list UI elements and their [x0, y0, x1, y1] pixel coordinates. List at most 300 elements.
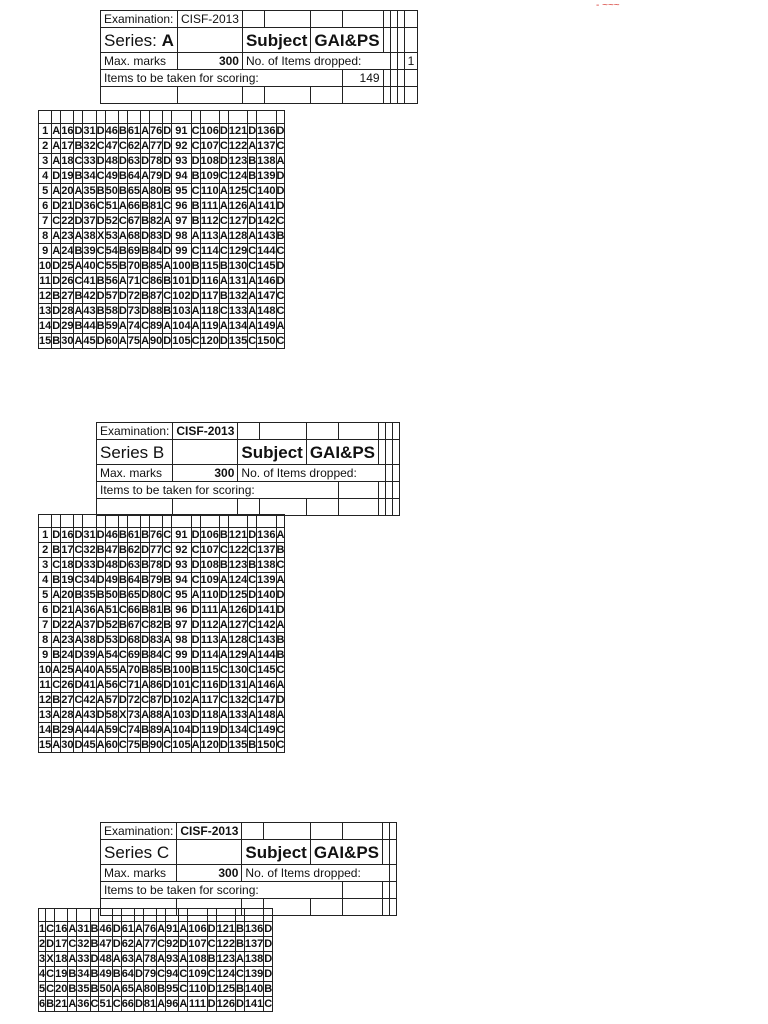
- subject-label: Subject: [242, 28, 310, 53]
- answer-key-cell: A: [141, 139, 150, 152]
- answer-key-cell: D: [191, 648, 200, 661]
- answer-key-cell: A: [276, 154, 285, 167]
- answer-key-cell: A: [163, 723, 172, 736]
- question-number-cell: 138: [244, 952, 264, 965]
- question-number-cell: 84: [150, 648, 163, 661]
- answer-key-cell: D: [191, 528, 200, 541]
- answer-key-cell: B: [118, 618, 127, 631]
- question-number-cell: 149: [257, 319, 276, 332]
- question-number-cell: 136: [257, 528, 276, 541]
- question-number-cell: 6: [39, 603, 52, 618]
- question-number-cell: 143: [257, 229, 276, 242]
- answer-key-cell: B: [276, 229, 285, 242]
- question-number-cell: 66: [127, 199, 141, 212]
- question-number-cell: 112: [200, 214, 219, 227]
- answer-key-cell: D: [118, 154, 127, 167]
- answer-key-cell: D: [118, 693, 127, 706]
- question-number-cell: 45: [83, 334, 96, 347]
- question-number-cell: 56: [105, 678, 118, 691]
- answer-key-cell: C: [219, 244, 228, 257]
- spacer-cell: [39, 515, 52, 528]
- question-number-cell: 144: [257, 648, 276, 661]
- question-number-cell: 142: [257, 618, 276, 631]
- answer-key-cell: B: [191, 214, 200, 227]
- answer-key-cell: B: [141, 289, 150, 302]
- spacer-cell: [74, 515, 83, 528]
- answer-key-cell: C: [46, 922, 55, 935]
- question-number-cell: 48: [105, 154, 118, 167]
- question-number-cell: 73: [127, 304, 141, 317]
- max-marks-value: 300: [177, 865, 242, 882]
- question-number-cell: 93: [172, 558, 191, 573]
- question-number-cell: 30: [61, 334, 74, 347]
- answer-key-cell: C: [276, 304, 285, 317]
- question-number-cell: 106: [188, 922, 207, 935]
- question-number-cell: 61: [127, 124, 141, 137]
- spacer-cell: [52, 515, 61, 528]
- answer-key-cell: C: [163, 528, 172, 541]
- question-number-cell: 16: [61, 528, 74, 541]
- question-number-cell: 19: [61, 169, 74, 182]
- question-number-cell: 13: [39, 708, 52, 721]
- question-number-cell: 41: [83, 678, 96, 691]
- answer-row: [39, 214, 285, 229]
- question-number-cell: 80: [150, 184, 163, 197]
- question-number-cell: 92: [166, 937, 179, 950]
- answer-key-cell: B: [52, 693, 61, 706]
- answer-key-cell: A: [74, 334, 83, 347]
- examination-value: CISF-2013: [177, 823, 242, 840]
- question-number-cell: 28: [61, 708, 74, 721]
- question-number-cell: 62: [127, 543, 141, 556]
- answer-key-cell: B: [118, 528, 127, 541]
- answer-key-cell: A: [52, 633, 61, 646]
- answer-key-cell: C: [276, 334, 285, 347]
- answer-key-cell: C: [163, 588, 172, 601]
- answer-key-cell: B: [52, 573, 61, 586]
- question-number-cell: 121: [228, 124, 248, 137]
- answer-key-cell: D: [163, 678, 172, 691]
- spacer-cell: [172, 111, 191, 124]
- answer-key-cell: B: [141, 558, 150, 571]
- spacer-cell: [276, 515, 285, 528]
- question-number-cell: 126: [216, 997, 235, 1010]
- answer-key-cell: C: [96, 169, 105, 182]
- answer-key-cell: A: [74, 603, 83, 616]
- question-number-cell: 15: [39, 738, 52, 751]
- answer-key-cell: A: [52, 738, 61, 751]
- question-number-cell: 138: [257, 558, 276, 571]
- question-number-cell: 135: [228, 334, 248, 347]
- answer-key-cell: B: [74, 139, 83, 152]
- question-number-cell: 53: [105, 229, 118, 242]
- question-number-cell: 65: [121, 982, 134, 995]
- answer-key-cell: A: [179, 952, 188, 965]
- answer-row: [39, 319, 285, 334]
- spacer-cell: [179, 909, 188, 922]
- answer-key-cell: D: [74, 678, 83, 691]
- question-number-cell: 79: [150, 169, 163, 182]
- question-number-cell: 95: [172, 184, 191, 199]
- answer-key-cell: D: [207, 922, 216, 935]
- answer-key-cell: D: [191, 633, 200, 646]
- question-number-cell: 99: [172, 244, 191, 259]
- question-number-cell: 96: [172, 603, 191, 618]
- question-number-cell: 16: [61, 124, 74, 137]
- answer-key-cell: A: [219, 648, 228, 661]
- question-number-cell: 111: [188, 997, 207, 1010]
- spacer-cell: [61, 111, 74, 124]
- answer-key-cell: C: [157, 937, 166, 950]
- question-number-cell: 95: [172, 588, 191, 603]
- question-number-cell: 118: [200, 304, 219, 317]
- question-number-cell: 27: [61, 693, 74, 706]
- spacer-cell: [99, 909, 112, 922]
- question-number-cell: 66: [121, 997, 134, 1010]
- spacer-cell: [112, 909, 121, 922]
- question-number-cell: 8: [39, 229, 52, 244]
- question-number-cell: 67: [127, 618, 141, 631]
- answer-key-cell: A: [74, 708, 83, 721]
- series-label: Series: A: [101, 28, 178, 53]
- question-number-cell: 68: [127, 633, 141, 646]
- answer-key-cell: B: [264, 982, 273, 995]
- spacer-cell: [200, 515, 219, 528]
- answer-key-cell: B: [276, 648, 285, 661]
- answer-key-cell: D: [141, 304, 150, 317]
- answer-key-cell: B: [191, 199, 200, 212]
- question-number-cell: 28: [61, 304, 74, 317]
- answer-key-cell: D: [219, 678, 228, 691]
- answer-key-cell: C: [96, 199, 105, 212]
- question-number-cell: 70: [127, 663, 141, 676]
- question-number-cell: 142: [257, 214, 276, 227]
- question-number-cell: 25: [61, 663, 74, 676]
- question-number-cell: 42: [83, 693, 96, 706]
- question-number-cell: 34: [83, 573, 96, 586]
- answer-key-cell: A: [134, 982, 143, 995]
- question-number-cell: 76: [150, 124, 163, 137]
- answer-key-cell: C: [248, 334, 257, 347]
- answer-key-cell: B: [96, 543, 105, 556]
- question-number-cell: 108: [188, 952, 207, 965]
- question-number-cell: 18: [61, 558, 74, 571]
- answer-row: [39, 528, 285, 543]
- question-number-cell: 139: [257, 573, 276, 586]
- spacer-cell: [68, 909, 77, 922]
- answer-key-cell: C: [248, 693, 257, 706]
- question-number-cell: 128: [228, 633, 248, 646]
- answer-row: [39, 663, 285, 678]
- answer-row: [39, 678, 285, 693]
- answer-key-cell: C: [118, 738, 127, 751]
- question-number-cell: 89: [150, 319, 163, 332]
- question-number-cell: 125: [216, 982, 235, 995]
- answer-key-cell: D: [134, 967, 143, 980]
- answer-key-cell: D: [96, 334, 105, 347]
- answer-key-cell: C: [96, 244, 105, 257]
- spacer-cell: [228, 111, 247, 124]
- answer-key-cell: B: [235, 922, 244, 935]
- answer-key-cell: A: [74, 663, 83, 676]
- question-number-cell: 6: [39, 997, 46, 1010]
- question-number-cell: 105: [172, 738, 191, 751]
- answer-key-cell: A: [219, 573, 228, 586]
- question-number-cell: 83: [150, 229, 163, 242]
- dropped-value: 1: [404, 53, 418, 70]
- question-number-cell: 131: [228, 274, 248, 287]
- answer-key-cell: B: [235, 982, 244, 995]
- question-number-cell: 85: [150, 663, 163, 676]
- answer-key-cell: D: [141, 154, 150, 167]
- question-number-cell: 9: [39, 244, 52, 259]
- question-number-cell: 120: [200, 334, 219, 347]
- spacer-cell: [257, 111, 276, 124]
- question-number-cell: 50: [105, 184, 118, 197]
- question-number-cell: 106: [200, 528, 219, 541]
- question-number-cell: 4: [39, 169, 52, 184]
- spacer-cell: [55, 909, 68, 922]
- question-number-cell: 72: [127, 693, 141, 706]
- question-number-cell: 55: [105, 259, 118, 272]
- answer-key-cell: C: [248, 259, 257, 272]
- answer-key-cell: A: [74, 184, 83, 197]
- answer-key-cell: D: [219, 124, 228, 137]
- question-number-cell: 52: [105, 618, 118, 631]
- subject-value: GAI&PS: [310, 840, 382, 865]
- answer-key-cell: B: [276, 543, 285, 556]
- question-number-cell: 35: [77, 982, 90, 995]
- answer-key-cell: D: [118, 633, 127, 646]
- answer-key-cell: A: [52, 229, 61, 242]
- question-number-cell: 21: [61, 199, 74, 212]
- answer-row: [39, 967, 273, 982]
- question-number-cell: 91: [172, 528, 191, 543]
- answer-key-cell: B: [141, 738, 150, 751]
- question-number-cell: 48: [105, 558, 118, 571]
- examination-value: CISF-2013: [177, 11, 242, 28]
- answer-row: [39, 723, 285, 738]
- answer-key-cell: A: [163, 259, 172, 272]
- question-number-cell: 139: [257, 169, 276, 182]
- question-number-cell: 109: [200, 169, 219, 182]
- spacer-cell: [276, 111, 285, 124]
- answer-key-cell: A: [52, 124, 61, 137]
- answer-key-cell: C: [248, 573, 257, 586]
- question-number-cell: 61: [127, 528, 141, 541]
- answer-key-cell: A: [276, 319, 285, 332]
- question-number-cell: 23: [61, 229, 74, 242]
- question-number-cell: 126: [228, 199, 248, 212]
- answer-key-cell: D: [96, 573, 105, 586]
- question-number-cell: 146: [257, 274, 276, 287]
- answer-key-cell: C: [179, 982, 188, 995]
- question-number-cell: 32: [83, 543, 96, 556]
- spacer-cell: [207, 909, 216, 922]
- spacer-cell: [127, 111, 140, 124]
- scoring-value: 149: [342, 70, 383, 87]
- question-number-cell: 130: [228, 663, 248, 676]
- question-number-cell: 137: [244, 937, 264, 950]
- answer-key-cell: A: [52, 244, 61, 257]
- answer-row: [39, 154, 285, 169]
- question-number-cell: 112: [200, 618, 219, 631]
- question-number-cell: 45: [83, 738, 96, 751]
- max-marks-value: 300: [177, 53, 242, 70]
- answer-key-cell: B: [248, 169, 257, 182]
- answer-row: [39, 289, 285, 304]
- answer-key-cell: B: [90, 982, 99, 995]
- question-number-cell: 65: [127, 184, 141, 197]
- question-number-cell: 133: [228, 708, 248, 721]
- question-number-cell: 94: [166, 967, 179, 980]
- answer-key-cell: D: [163, 229, 172, 242]
- question-number-cell: 76: [143, 922, 157, 935]
- answer-key-cell: A: [157, 997, 166, 1010]
- answer-key-cell: C: [276, 558, 285, 571]
- answer-key-cell: A: [74, 229, 83, 242]
- answer-key-cell: B: [235, 937, 244, 950]
- answer-key-cell: C: [191, 244, 200, 257]
- question-number-cell: 49: [99, 967, 112, 980]
- answer-row: [39, 708, 285, 723]
- spacer-cell: [134, 909, 143, 922]
- answer-key-cell: C: [74, 274, 83, 287]
- question-number-cell: 106: [200, 124, 219, 137]
- answer-key-cell: A: [141, 334, 150, 347]
- spacer-cell: [61, 515, 74, 528]
- question-number-cell: 138: [257, 154, 276, 167]
- question-number-cell: 64: [121, 967, 134, 980]
- question-number-cell: 57: [105, 693, 118, 706]
- question-number-cell: 96: [166, 997, 179, 1010]
- answer-key-cell: B: [68, 982, 77, 995]
- series-label: Series C: [101, 840, 177, 865]
- answer-key-cell: B: [191, 259, 200, 272]
- answer-key-cell: B: [163, 184, 172, 197]
- question-number-cell: 109: [200, 573, 219, 586]
- question-number-cell: 82: [150, 214, 163, 227]
- question-number-cell: 43: [83, 304, 96, 317]
- answer-key-cell: A: [248, 648, 257, 661]
- answer-key-cell: D: [96, 618, 105, 631]
- subject-value: GAI&PS: [311, 28, 383, 53]
- answer-key-cell: B: [118, 588, 127, 601]
- answer-key-cell: X: [119, 708, 127, 721]
- answer-key-cell: D: [141, 633, 150, 646]
- question-number-cell: 126: [228, 603, 248, 616]
- answer-key-cell: C: [191, 543, 200, 556]
- question-number-cell: 11: [39, 678, 51, 691]
- answer-key-cell: A: [141, 678, 150, 691]
- answer-key-cell: C: [191, 184, 200, 197]
- answer-key-cell: B: [141, 259, 150, 272]
- spacer-cell: [219, 111, 228, 124]
- question-number-cell: 107: [188, 937, 207, 950]
- answer-key-cell: C: [207, 967, 216, 980]
- question-number-cell: 86: [150, 274, 163, 287]
- series-label: Series B: [97, 440, 173, 465]
- answer-key-cell: C: [90, 997, 99, 1010]
- answer-key-cell: A: [74, 633, 83, 646]
- question-number-cell: 76: [150, 528, 163, 541]
- spacer-cell: [118, 111, 127, 124]
- answer-key-cell: D: [96, 124, 105, 137]
- answer-key-cell: B: [141, 199, 150, 212]
- answer-row: [39, 543, 285, 558]
- answer-key-cell: D: [141, 543, 150, 556]
- answer-key-cell: B: [52, 289, 61, 302]
- question-number-cell: 148: [257, 304, 276, 317]
- spacer-cell: [77, 909, 90, 922]
- answer-key-cell: X: [96, 229, 105, 242]
- answer-key-cell: A: [163, 319, 172, 332]
- question-number-cell: 101: [172, 274, 191, 287]
- spacer-cell: [248, 515, 257, 528]
- answer-key-cell: D: [191, 618, 200, 631]
- spacer-cell: [235, 909, 244, 922]
- question-number-cell: 146: [257, 678, 276, 691]
- question-number-cell: 2: [39, 937, 46, 950]
- question-number-cell: 78: [143, 952, 157, 965]
- question-number-cell: 35: [83, 588, 96, 601]
- question-number-cell: 113: [200, 633, 219, 646]
- answer-key-cell: D: [141, 588, 150, 601]
- question-number-cell: 110: [188, 982, 207, 995]
- answer-key-cell: B: [141, 648, 150, 661]
- answer-key-cell: D: [74, 124, 83, 137]
- question-number-cell: 32: [83, 139, 96, 152]
- answer-key-cell: D: [163, 244, 172, 257]
- question-number-cell: 49: [105, 169, 118, 182]
- question-number-cell: 40: [83, 663, 96, 676]
- answer-key-cell: A: [163, 214, 172, 227]
- spacer-cell: [228, 515, 247, 528]
- question-number-cell: 73: [127, 708, 141, 721]
- question-number-cell: 35: [83, 184, 96, 197]
- question-number-cell: 56: [105, 274, 118, 287]
- question-number-cell: 148: [257, 708, 276, 721]
- question-number-cell: 81: [150, 603, 163, 616]
- question-number-cell: 71: [127, 678, 141, 691]
- answer-key-cell: A: [141, 184, 150, 197]
- spacer-row: [39, 515, 285, 528]
- answer-row: [39, 558, 285, 573]
- question-number-cell: 92: [172, 543, 191, 558]
- question-number-cell: 94: [172, 169, 191, 184]
- question-number-cell: 114: [200, 648, 219, 661]
- question-number-cell: 100: [172, 259, 191, 272]
- question-number-cell: 36: [83, 603, 96, 616]
- question-number-cell: 22: [61, 618, 74, 631]
- answer-key-cell: D: [264, 952, 273, 965]
- question-number-cell: 134: [228, 319, 248, 332]
- answer-key-cell: A: [52, 663, 61, 676]
- question-number-cell: 66: [127, 603, 141, 616]
- question-number-cell: 30: [61, 738, 74, 751]
- question-number-cell: 59: [105, 319, 118, 332]
- answer-key-cell: C: [46, 982, 55, 995]
- answer-row: [39, 259, 285, 274]
- question-number-cell: 100: [172, 663, 191, 676]
- subject-label: Subject: [238, 440, 306, 465]
- question-number-cell: 31: [83, 124, 96, 137]
- question-number-cell: 122: [216, 937, 235, 950]
- answer-key-cell: A: [157, 922, 166, 935]
- question-number-cell: 62: [127, 139, 141, 152]
- answer-key-cell: A: [74, 723, 83, 736]
- question-number-cell: 7: [39, 214, 52, 229]
